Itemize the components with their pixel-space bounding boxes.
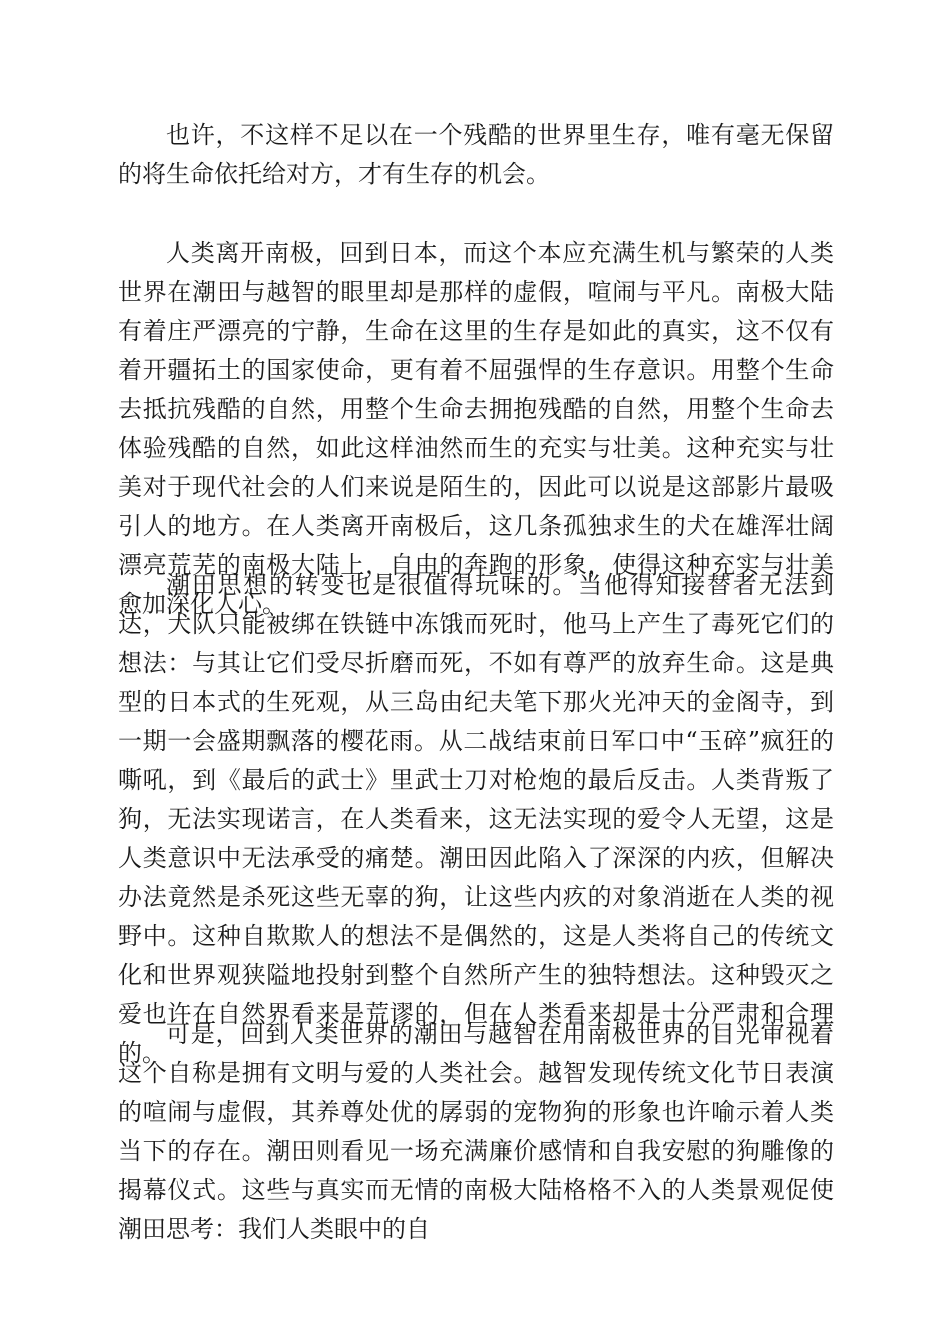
paragraph-4 <box>118 1015 834 1249</box>
paragraph-3 <box>118 566 834 1073</box>
paragraph-text: 也许，不这样不足以在一个残酷的世界里生存，唯有毫无保留的将生命依托给对方，才有生存的机会。 <box>118 121 834 188</box>
paragraph-text: 可是，回到人类世界的潮田与越智在用南极世界的目光审视着这个自称是拥有文明与爱的人类社会。越智发现传统文化节日表演的喧闹与虚假，其养尊处优的孱弱的宠物狗的形象也许喻示着人类当下的存在。潮田则看见一场充满廉价感情和自我安慰的狗雕像的揭幕仪式。这些与真实而无情的南极大陆格格不入的人类景观促使潮田思考：我们人类眼中的自 <box>118 1020 834 1243</box>
paragraph-1 <box>118 116 834 194</box>
paragraph-text: 人类离开南极，回到日本，而这个本应充满生机与繁荣的人类世界在潮田与越智的眼里却是那样的虚假，喧闹与平凡。南极大陆有着庄严漂亮的宁静，生命在这里的生存是如此的真实，这不仅有着开疆拓土的国家使命，更有着不屈强悍的生存意识。用整个生命去抵抗残酷的自然，用整个生命去拥抱残酷的自然，用整个生命去体验残酷的自然，如此这样油然而生的充实与壮美。这种充实与壮美对于现代社会的人们来说是陌生的，因此可以说是这部影片最吸引人的地方。在人类离开南极后，这几条孤独求生的犬在雄浑壮阔漂亮荒芜的南极大陆上，自由的奔跑的形象，使得这种充实与壮美愈加深化人心。 <box>118 239 834 618</box>
paragraph-text: 潮田思想的转变也是很值得玩味的。当他得知接替者无法到达，犬队只能被绑在铁链中冻饿而死时，他马上产生了毒死它们的想法：与其让它们受尽折磨而死，不如有尊严的放弃生命。这是典型的日本式的生死观，从三岛由纪夫笔下那火光冲天的金阁寺，到一期一会盛期飘落的樱花雨。从二战结束前日军口中“玉碎”疯狂的嘶吼，到《最后的武士》里武士刀对枪炮的最后反击。人类背叛了狗，无法实现诺言，在人类看来，这无法实现的爱令人无望，这是人类意识中无法承受的痛楚。潮田因此陷入了深深的内疚，但解决办法竟然是杀死这些无辜的狗，让这些内疚的对象消逝在人类的视野中。这种自欺欺人的想法不是偶然的，这是人类将自己的传统文化和世界观狭隘地投射到整个自然所产生的独特想法。这种毁灭之爱也许在自然界看来是荒谬的，但在人类看来却是十分严肃和合理的。 <box>118 571 834 1067</box>
